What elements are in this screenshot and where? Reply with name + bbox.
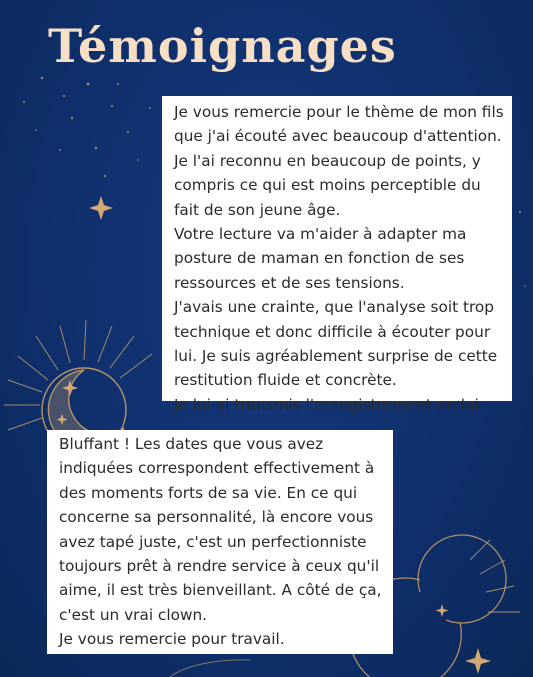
sparkle-star-icon <box>89 196 113 220</box>
testimonial-line: Je l'ai reconnu en beaucoup de points, y <box>174 151 481 170</box>
testimonial-line: concerne sa personnalité, là encore vous <box>59 508 374 527</box>
testimonial-line: Je vous remercie pour le thème de mon fils <box>174 103 504 121</box>
testimonial-line: indiquées correspondent effectivement à <box>59 459 375 478</box>
testimonial-line: technique et donc difficile à écouter pour <box>174 322 491 341</box>
testimonial-card <box>162 96 512 414</box>
testimonial-line: J'avais une crainte, que l'analyse soit trop <box>174 298 494 317</box>
sparkle-star-icon <box>436 604 492 674</box>
testimonial-line: ressources et de ses tensions. <box>174 273 405 292</box>
testimonial-line: posture de maman en fonction de ses <box>174 249 465 268</box>
testimonial-line: restitution fluide et concrète. <box>174 371 397 390</box>
testimonial-card <box>47 430 393 654</box>
testimonial-line: Je vous remercie pour travail. <box>59 630 285 649</box>
page-title: Témoignages <box>48 19 397 73</box>
testimonial-line: que j'ai écouté avec beaucoup d'attention. <box>174 127 502 146</box>
testimonial-line: aime, il est très bienveillant. A côté de ça, <box>59 581 382 600</box>
testimonial-line: Bluffant ! Les dates que vous avez <box>59 435 324 453</box>
testimonial-line: c'est un vrai clown. <box>59 605 208 624</box>
testimonial-line: Je lui ai transmis l'enregistrement en lui <box>174 395 479 414</box>
testimonial-line: des moments forts de sa vie. En ce qui <box>59 483 358 502</box>
testimonial-line: fait de son jeune âge. <box>174 200 341 219</box>
testimonial-line: compris ce qui est moins perceptible du <box>174 176 481 195</box>
testimonial-line: Votre lecture va m'aider à adapter ma <box>174 225 467 244</box>
testimonial-line: lui. Je suis agréablement surprise de cette <box>174 347 498 366</box>
testimonial-line: toujours prêt à rendre service à ceux qu'il <box>59 557 380 576</box>
testimonial-line: avez tapé juste, c'est un perfectionniste <box>59 532 367 551</box>
